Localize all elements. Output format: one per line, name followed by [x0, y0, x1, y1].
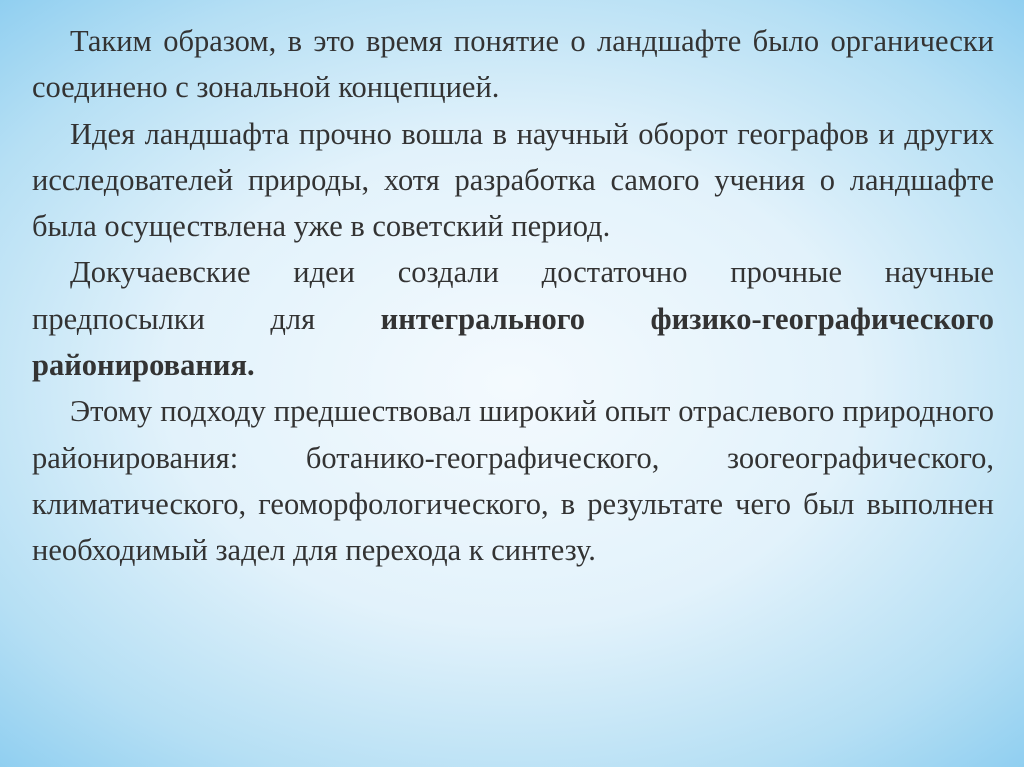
paragraph-4: Этому подходу предшествовал широкий опыт отраслевого природного районирования: ботанико-географического, зоогеографического, климатического, геоморфологического, в результате чего был выполнен необходимый задел для перехода к синтезу. [32, 394, 994, 568]
slide-text-body [32, 18, 994, 574]
paragraph-2: Идея ландшафта прочно вошла в научный оборот географов и других исследователей природы, хотя разработка самого учения о ландшафте была осуществлена уже в советский период. [32, 116, 994, 244]
paragraph-1: Таким образом, в это время понятие о ландшафте было органически соединено с зональной концепцией. [32, 24, 994, 105]
paragraph-3-bold-text: интегрального физико-географического районирования. [32, 301, 994, 383]
paragraph-3-text: Докучаевские идеи создали достаточно прочные научные предпосылки для [32, 255, 994, 336]
paragraph-3 [32, 249, 994, 388]
